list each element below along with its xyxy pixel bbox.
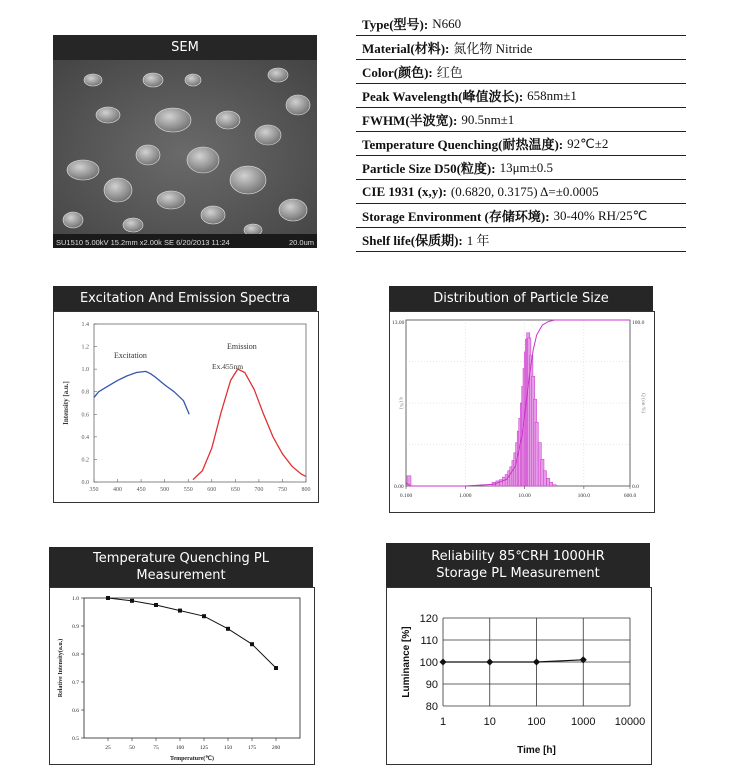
x-axis-label: Time [h]	[517, 745, 556, 756]
series-line	[108, 598, 276, 668]
x-tick-label: 600.0	[623, 493, 637, 499]
psd-bar	[535, 422, 538, 486]
y-tick-label: 110	[420, 635, 438, 647]
spec-value: 92℃±2	[567, 135, 609, 151]
x-tick-label: 100	[175, 745, 185, 751]
spec-value: (0.6820, 0.3175) Δ=±0.0005	[450, 183, 599, 199]
y-tick-label: 1.0	[72, 596, 79, 602]
spec-label: FWHM(半波宽):	[362, 113, 458, 128]
x-tick-label: 50	[129, 745, 135, 751]
spec-row	[356, 180, 686, 204]
y-tick-label: 0.2	[81, 457, 89, 464]
spec-label: Shelf life(保质期):	[362, 233, 463, 248]
spec-value: 30-40% RH/25℃	[553, 207, 648, 223]
y-right-label: Q (on %)	[640, 392, 646, 414]
data-point	[439, 658, 446, 665]
y-tick-label: 1.0	[81, 367, 89, 374]
series-line-excitation	[94, 371, 189, 414]
spec-label: Storage Environment (存储环境):	[362, 209, 550, 224]
y-axis-label: Luminance [%]	[401, 626, 412, 698]
y-right-top: 100.0	[632, 320, 645, 326]
x-tick-label: 400	[113, 487, 123, 493]
x-tick-label: 10.00	[518, 493, 531, 499]
spec-row	[356, 108, 686, 132]
plot-frame	[94, 324, 306, 482]
spec-label: Particle Size D50(粒度):	[362, 161, 496, 176]
y-left-bottom: 0.00	[394, 484, 404, 490]
temp-panel	[49, 587, 315, 765]
x-tick-label: 150	[223, 745, 233, 751]
data-point	[274, 666, 278, 670]
data-point	[202, 614, 206, 618]
psd-bar	[553, 485, 556, 486]
x-tick-label: 1.000	[459, 493, 472, 499]
y-axis-label: Intensity [a.u.]	[62, 381, 70, 425]
data-point	[154, 603, 158, 607]
y-tick-label: 0.8	[81, 389, 89, 396]
x-tick-label: 450	[136, 487, 146, 493]
spec-label: Material(材料):	[362, 41, 450, 56]
x-tick-label: 1000	[571, 716, 596, 728]
y-tick-label: 0.4	[81, 434, 89, 441]
emission-label: Emission	[227, 342, 257, 351]
spec-table	[356, 12, 686, 252]
spec-value: 红色	[436, 65, 463, 80]
temp-chart	[50, 588, 314, 764]
x-tick-label: 200	[271, 745, 281, 751]
x-tick-label: 10	[483, 716, 496, 728]
psd-panel	[389, 311, 655, 513]
psd-bar	[499, 480, 502, 486]
excitation-header: Excitation And Emission Spectra	[53, 286, 317, 311]
rel-chart	[387, 588, 651, 764]
spec-value: 13μm±0.5	[499, 159, 554, 175]
data-point	[486, 658, 493, 665]
plot-frame	[84, 598, 300, 738]
data-point	[106, 596, 110, 600]
excitation-chart	[54, 312, 318, 502]
spec-value: 658nm±1	[527, 87, 577, 103]
y-tick-label: 0.8	[72, 652, 79, 658]
y-tick-label: 1.2	[81, 344, 89, 351]
psd-bar	[543, 471, 546, 486]
data-point	[533, 658, 540, 665]
y-tick-label: 0.9	[72, 624, 79, 630]
y-tick-label: 80	[425, 701, 438, 713]
x-tick-label: 1	[439, 716, 447, 728]
spec-row	[356, 60, 686, 84]
spec-label: Color(颜色):	[362, 65, 433, 80]
y-tick-label: 0.7	[72, 680, 79, 686]
x-tick-label: 700	[254, 487, 264, 493]
y-tick-label: 120	[419, 613, 438, 625]
spec-value: 氮化物 Nitride	[453, 41, 533, 56]
data-point	[250, 642, 254, 646]
x-tick-label: 125	[199, 745, 209, 751]
x-tick-label: 10000	[614, 716, 646, 728]
spec-row	[356, 84, 686, 108]
x-tick-label: 800	[301, 487, 311, 493]
psd-bar	[550, 482, 553, 486]
x-tick-label: 600	[207, 487, 217, 493]
sem-header: SEM	[53, 35, 317, 60]
spec-row	[356, 132, 686, 156]
spec-row	[356, 36, 686, 60]
x-tick-label: 650	[230, 487, 240, 493]
y-right-bottom: 0.0	[632, 484, 639, 490]
data-point	[226, 627, 230, 631]
x-tick-label: 100	[527, 716, 546, 728]
spec-label: Peak Wavelength(峰值波长):	[362, 89, 524, 104]
y-tick-label: 0.0	[81, 480, 89, 486]
spec-row	[356, 156, 686, 180]
x-tick-label: 550	[183, 487, 193, 493]
spec-value: 1 年	[466, 233, 490, 248]
y-left-label: q (%)	[398, 396, 404, 410]
x-axis-label: Temperature(℃)	[169, 756, 215, 762]
sem-scale: 20.0um	[289, 238, 315, 247]
y-left-top: 13.00	[392, 320, 405, 326]
x-tick-label: 175	[247, 745, 257, 751]
spec-label: Temperature Quenching(耐热温度):	[362, 137, 564, 152]
temp-header: Temperature Quenching PL Measurement	[49, 547, 313, 587]
spec-row	[356, 12, 686, 36]
rel-panel	[386, 587, 652, 765]
spec-label: CIE 1931 (x,y):	[362, 183, 447, 199]
psd-header: Distribution of Particle Size	[389, 286, 653, 311]
sem-micrograph	[53, 60, 317, 248]
excitation-label: Excitation	[114, 351, 147, 360]
data-point	[178, 609, 182, 613]
y-tick-label: 100	[419, 657, 438, 669]
y-tick-label: 0.6	[81, 412, 89, 419]
x-tick-label: 750	[277, 487, 287, 493]
sem-caption: SU1510 5.00kV 15.2mm x2.00k SE 6/20/2013 11:24	[56, 238, 230, 247]
rel-header: Reliability 85℃RH 1000HR Storage PL Measurement	[386, 543, 650, 587]
x-tick-label: 350	[89, 487, 99, 493]
y-tick-label: 0.5	[72, 736, 79, 742]
x-tick-label: 100.0	[577, 493, 591, 499]
x-tick-label: 500	[160, 487, 170, 493]
y-tick-label: 90	[425, 679, 438, 691]
data-point	[130, 599, 134, 603]
spec-label: Type(型号):	[362, 17, 429, 32]
psd-chart	[390, 312, 654, 512]
y-tick-label: 0.6	[72, 708, 79, 714]
y-axis-label: Relative Intensity(a.u.)	[58, 638, 64, 698]
emission-note: Ex.455nm	[212, 362, 244, 371]
x-tick-label: 75	[153, 745, 159, 751]
spec-value: N660	[432, 15, 462, 31]
x-tick-label: 25	[105, 745, 111, 751]
x-tick-label: 0.100	[399, 493, 413, 499]
series-line-emission	[193, 369, 306, 480]
spec-row	[356, 204, 686, 228]
y-tick-label: 1.4	[81, 322, 89, 328]
sem-image	[53, 60, 317, 248]
excitation-panel	[53, 311, 319, 503]
spec-value: 90.5nm±1	[461, 111, 515, 127]
spec-row	[356, 228, 686, 252]
